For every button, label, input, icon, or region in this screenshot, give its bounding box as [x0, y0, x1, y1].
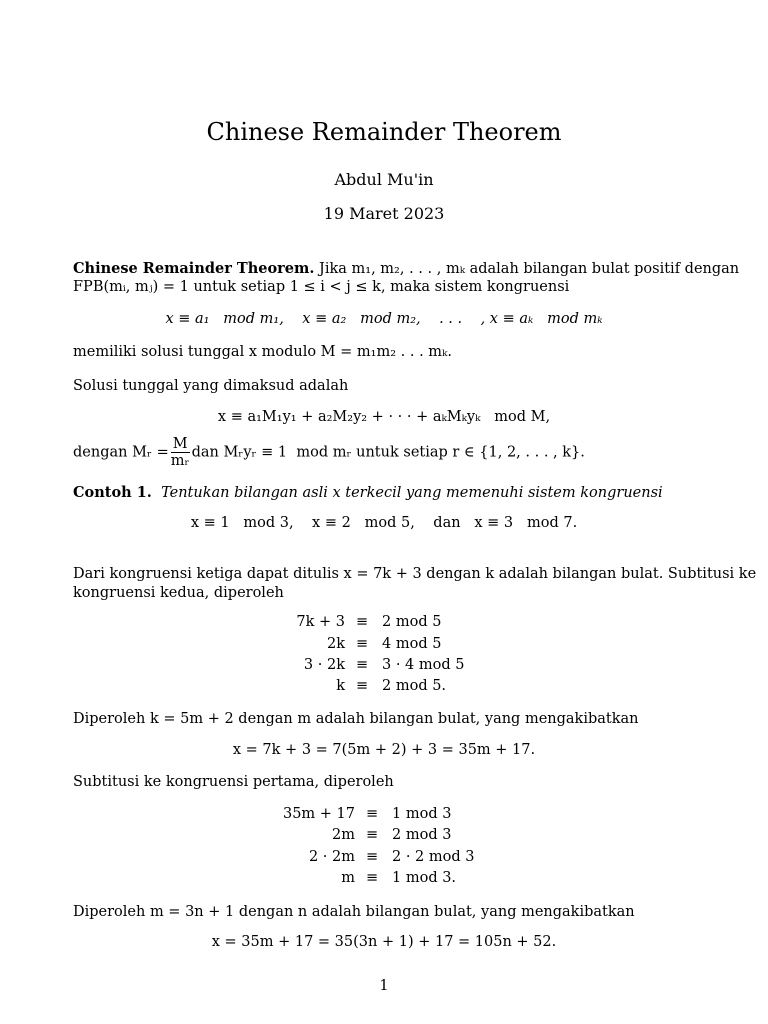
step3-line: Subtitusi ke kongruensi pertama, diperoleh	[73, 774, 394, 790]
example-text: Tentukan bilangan asli x terkecil yang memenuhi sistem kongruensi	[161, 485, 663, 501]
step1-row3-rel: ≡	[356, 657, 369, 673]
solution-where: dengan Mᵣ = $\frac{M}{\text{mᵣ}}$ dan Mᵣyᵣ ≡ 1 mod mᵣ untuk setiap r ∈ {1, 2, . . . , k}.	[73, 436, 585, 469]
step2-line: Diperoleh k = 5m + 2 dengan m adalah bilangan bulat, yang mengakibatkan	[73, 711, 639, 727]
step1-row4-lhs: k	[336, 678, 345, 694]
theorem-line-1	[73, 259, 739, 279]
step1-row3-lhs: 3 · 2k	[303, 657, 345, 673]
step1-line-2: kongruensi kedua, diperoleh	[73, 585, 284, 601]
solution-formula: x ≡ a₁M₁y₁ + a₂M₂y₂ + · · · + aₖMₖyₖ mod M,	[217, 409, 551, 425]
step3-row1-lhs: 35m + 17	[282, 806, 355, 822]
step3-row4-rel: ≡	[366, 870, 379, 886]
step4-line: Diperoleh m = 3n + 1 dengan n adalah bilangan bulat, yang mengakibatkan	[73, 904, 635, 920]
step3-row4-lhs: m	[341, 870, 355, 886]
example-system: x ≡ 1 mod 3, x ≡ 2 mod 5, dan x ≡ 3 mod 7.	[190, 515, 578, 531]
step1-row2-rhs: 4 mod 5	[382, 636, 442, 652]
step3-row2-rel: ≡	[366, 827, 379, 843]
step1-line-1: Dari kongruensi ketiga dapat ditulis x = 7k + 3 dengan k adalah bilangan bulat. Subtitusi ke	[73, 566, 757, 582]
step1-row3-rhs: 3 · 4 mod 5	[382, 657, 465, 673]
theorem-text-1: Jika m₁, m₂, . . . , mₖ adalah bilangan bulat positif dengan	[319, 261, 740, 277]
step1-row2-rel: ≡	[356, 636, 369, 652]
theorem-label: Chinese Remainder Theorem.	[73, 260, 315, 277]
step4-equation: x = 35m + 17 = 35(3n + 1) + 17 = 105n + 52.	[211, 934, 557, 950]
step1-row4-rel: ≡	[356, 678, 369, 694]
step1-row4-rhs: 2 mod 5.	[382, 678, 447, 694]
step3-row3-rhs: 2 · 2 mod 3	[392, 849, 475, 865]
step1-row1-lhs: 7k + 3	[296, 614, 345, 630]
step3-row3-lhs: 2 · 2m	[308, 849, 355, 865]
step1-row1-rhs: 2 mod 5	[382, 614, 442, 630]
step2-equation: x = 7k + 3 = 7(5m + 2) + 3 = 35m + 17.	[232, 742, 536, 758]
theorem-system: x ≡ a₁ mod m₁, x ≡ a₂ mod m₂, . . . , x ≡ aₖ mod mₖ	[165, 311, 603, 327]
step1-row1-rel: ≡	[356, 614, 369, 630]
step3-row1-rel: ≡	[366, 806, 379, 822]
doc-date: 19 Maret 2023	[323, 204, 445, 223]
step1-row2-lhs: 2k	[326, 636, 345, 652]
fraction-M-over-mr: $\frac{M}{\text{mᵣ}}$	[170, 436, 190, 469]
step3-row1-rhs: 1 mod 3	[392, 806, 452, 822]
step3-row2-rhs: 2 mod 3	[392, 827, 452, 843]
doc-author: Abdul Mu'in	[334, 170, 434, 189]
step3-row3-rel: ≡	[366, 849, 379, 865]
solution-intro: Solusi tunggal yang dimaksud adalah	[73, 378, 349, 394]
theorem-line-2: FPB(mᵢ, mⱼ) = 1 untuk setiap 1 ≤ i < j ≤ k, maka sistem kongruensi	[73, 279, 570, 295]
step3-row4-rhs: 1 mod 3.	[392, 870, 457, 886]
page-number: 1	[379, 978, 389, 994]
example-label: Contoh 1.	[73, 484, 152, 501]
example-heading	[73, 483, 663, 503]
step3-row2-lhs: 2m	[332, 827, 355, 843]
theorem-conclusion: memiliki solusi tunggal x modulo M = m₁m₂ . . . mₖ.	[73, 344, 452, 360]
doc-title: Chinese Remainder Theorem	[206, 118, 562, 146]
